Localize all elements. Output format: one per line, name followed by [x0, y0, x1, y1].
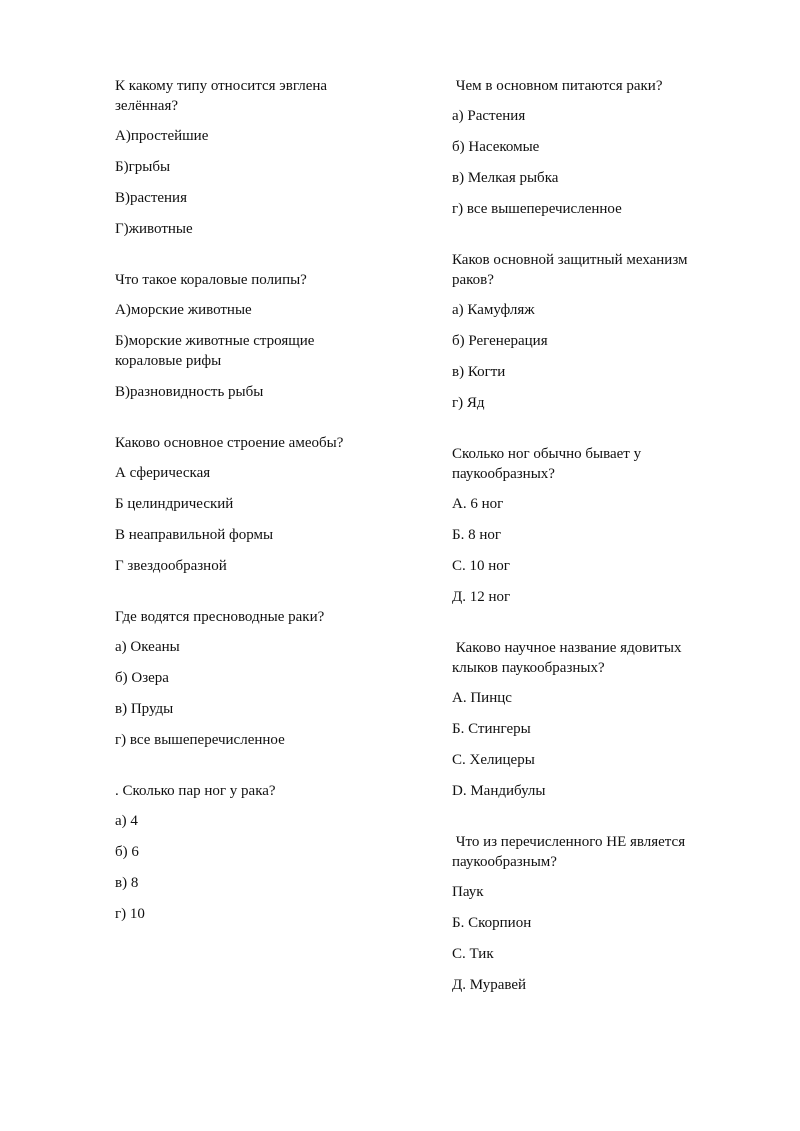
- answer-option: а) Растения: [452, 108, 526, 124]
- answer-option: в) 8: [115, 875, 139, 891]
- left-column: [115, 76, 385, 935]
- answer-option: Паук: [452, 884, 484, 900]
- answer-option: А)морские животные: [115, 302, 252, 318]
- answer-option: г) все вышеперечисленное: [115, 732, 285, 748]
- answer-option: в) Мелкая рыбка: [452, 170, 559, 186]
- answer-option: а) Океаны: [115, 639, 180, 655]
- answer-option: А. 6 ног: [452, 496, 504, 512]
- answer-option: А)простейшие: [115, 128, 209, 144]
- question-text: Где водятся пресноводные раки?: [115, 609, 325, 625]
- question-text: Каков основной защитный механизм раков?: [452, 252, 692, 288]
- question-block: [115, 607, 385, 750]
- answer-option: Д. Муравей: [452, 977, 527, 993]
- answer-option: Б. Скорпион: [452, 915, 532, 931]
- answer-option: В)растения: [115, 190, 187, 206]
- answer-option: б) Насекомые: [452, 139, 540, 155]
- answer-option: Б целиндрический: [115, 496, 234, 512]
- answer-option: в) Пруды: [115, 701, 174, 717]
- question-block: [115, 76, 385, 239]
- question-text: К какому типу относится эвглена зелённая?: [115, 78, 331, 114]
- question-block: [115, 433, 385, 576]
- question-block: [115, 781, 385, 924]
- answer-option: Б. Стингеры: [452, 721, 531, 737]
- answer-option: В неаправильной формы: [115, 527, 274, 543]
- answer-option: б) 6: [115, 844, 139, 860]
- answer-option: б) Регенерация: [452, 333, 548, 349]
- answer-option: в) Когти: [452, 364, 506, 380]
- answer-option: г) 10: [115, 906, 145, 922]
- question-text: Что такое кораловые полипы?: [115, 272, 307, 288]
- answer-option: Г звездообразной: [115, 558, 227, 574]
- question-block: [115, 270, 385, 402]
- answer-option: Б. 8 ног: [452, 527, 502, 543]
- answer-option: а) 4: [115, 813, 138, 829]
- answer-option: г) Яд: [452, 395, 485, 411]
- question-text: Сколько ног обычно бывает у паукообразных?: [452, 446, 645, 482]
- question-block: [452, 832, 722, 995]
- answer-option: Г)животные: [115, 221, 193, 237]
- question-block: [452, 250, 722, 413]
- answer-option: С. Тик: [452, 946, 494, 962]
- question-block: [452, 76, 722, 219]
- answer-option: В)разновидность рыбы: [115, 384, 264, 400]
- answer-option: г) все вышеперечисленное: [452, 201, 622, 217]
- answer-option: А сферическая: [115, 465, 211, 481]
- answer-option: А. Пинцс: [452, 690, 512, 706]
- answer-option: С. Хелицеры: [452, 752, 535, 768]
- answer-option: Б)морские животные строящие кораловые рифы: [115, 333, 319, 369]
- question-text: Чем в основном питаются раки?: [452, 78, 663, 94]
- question-block: [452, 638, 722, 801]
- answer-option: Д. 12 ног: [452, 589, 511, 605]
- answer-option: С. 10 ног: [452, 558, 510, 574]
- question-text: Что из перечисленного НЕ является паукообразным?: [452, 834, 689, 870]
- answer-option: а) Камуфляж: [452, 302, 535, 318]
- answer-option: D. Мандибулы: [452, 783, 546, 799]
- question-text: Каково научное название ядовитых клыков паукообразных?: [452, 640, 686, 676]
- answer-option: б) Озера: [115, 670, 169, 686]
- question-text: . Сколько пар ног у рака?: [115, 783, 276, 799]
- answer-option: Б)грыбы: [115, 159, 171, 175]
- question-block: [452, 444, 722, 607]
- right-column: [452, 76, 722, 1006]
- question-text: Каково основное строение амеобы?: [115, 435, 344, 451]
